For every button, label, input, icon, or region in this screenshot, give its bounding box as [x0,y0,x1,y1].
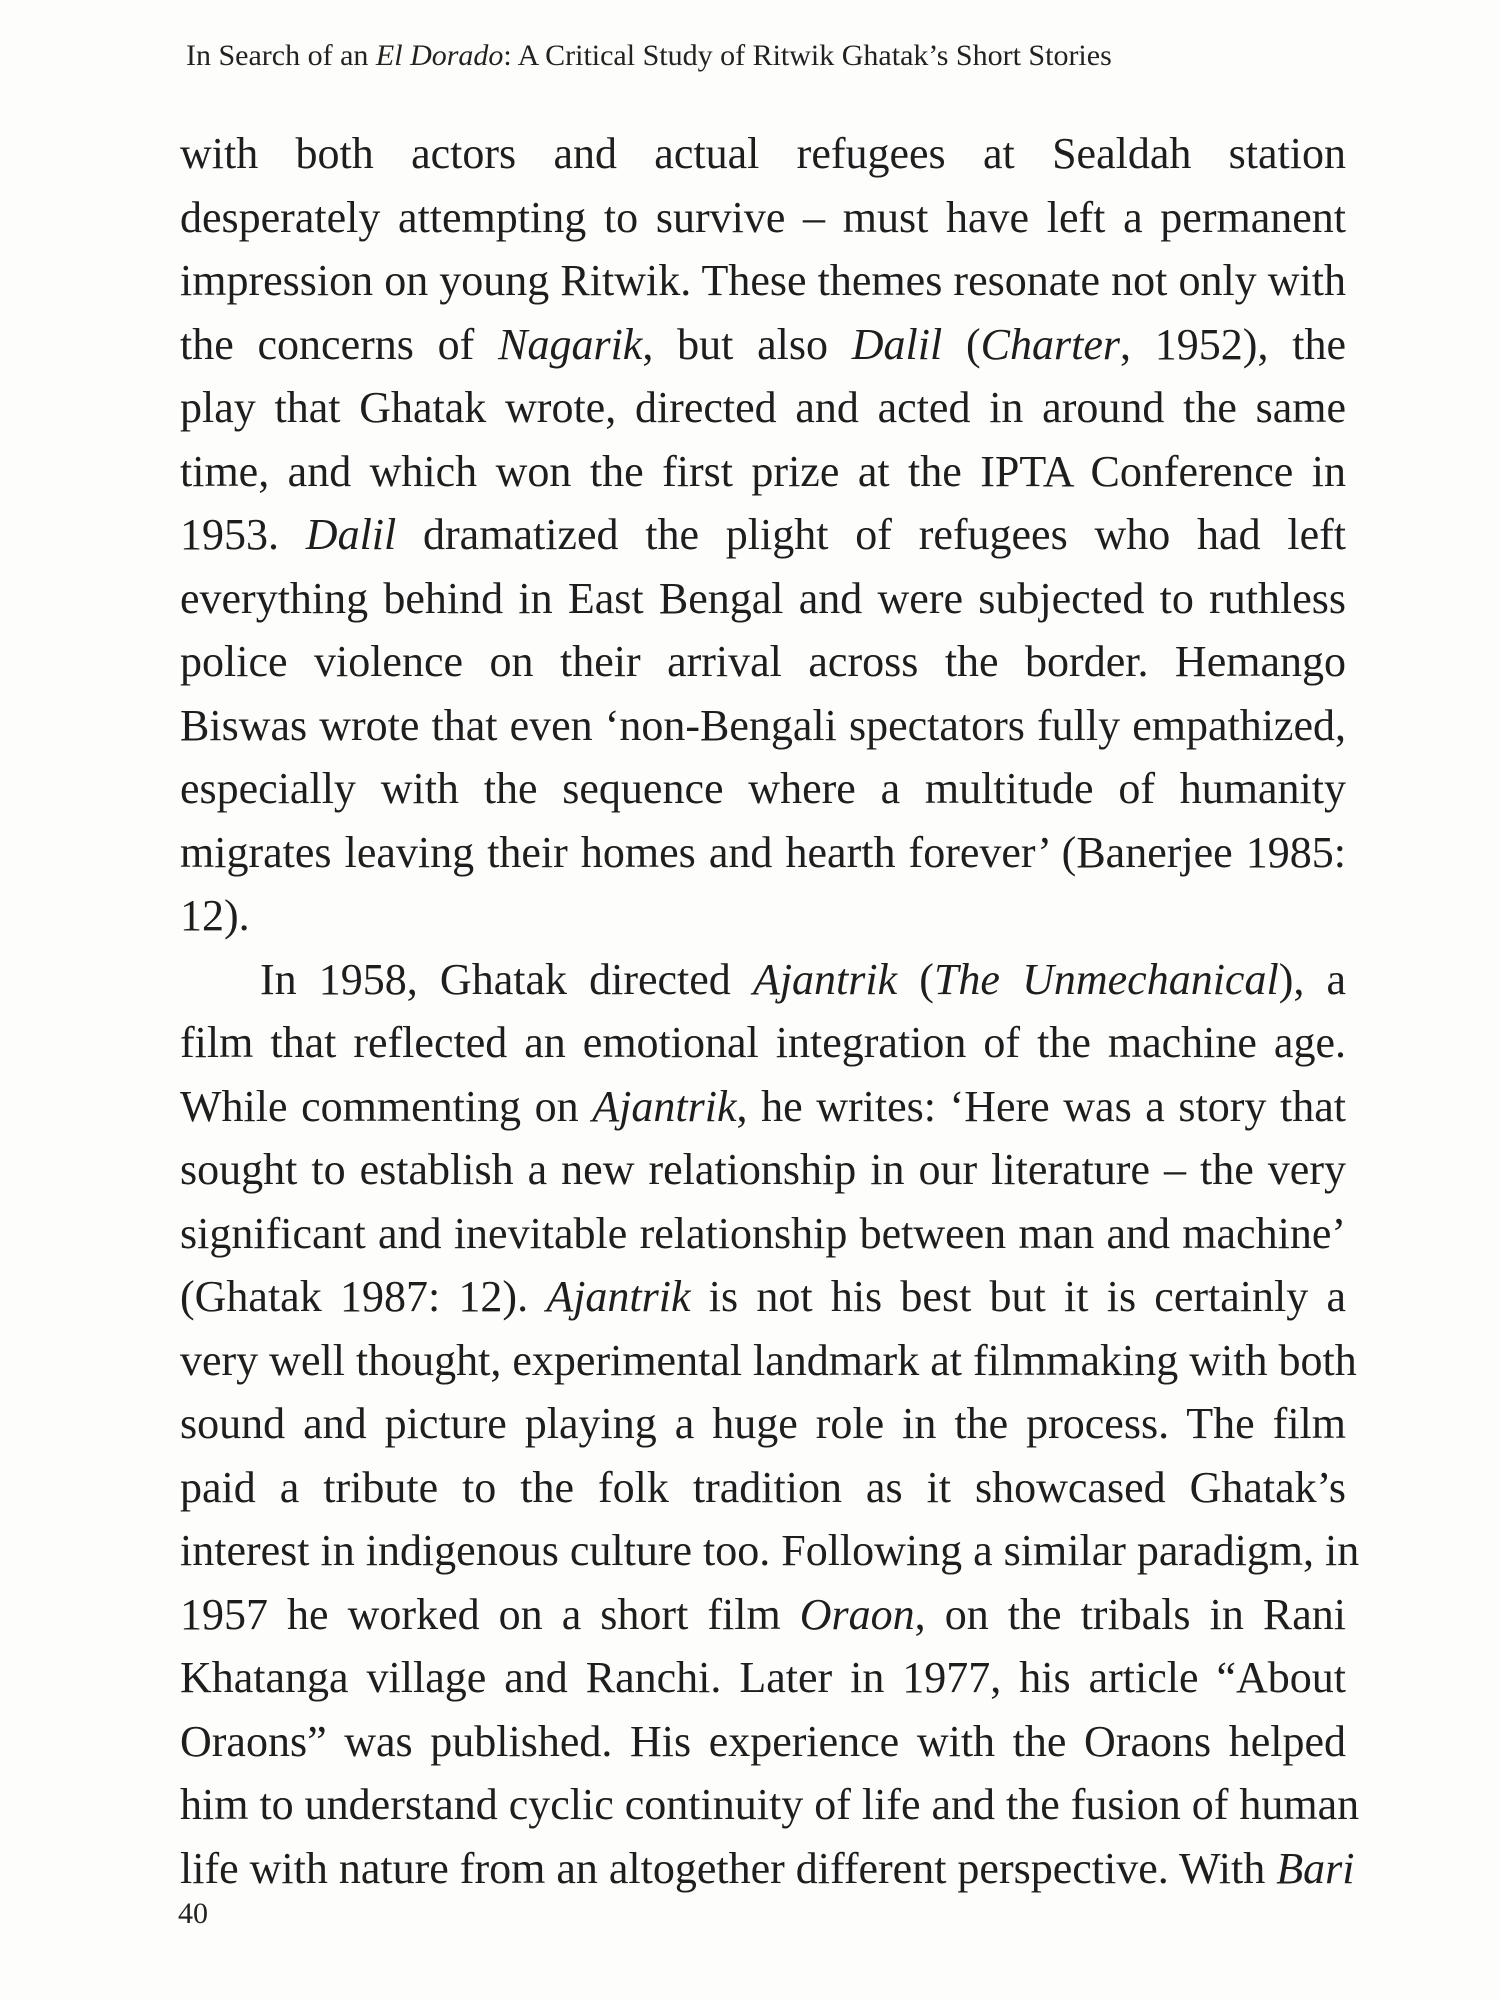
text-line: with both actors and actual refugees at Sealdah station [180,129,1346,178]
text-line [180,503,1346,567]
text-segment: 1953. [180,510,306,559]
text-segment: the concerns of [180,319,499,369]
italic-title: Dalil [851,319,943,369]
italic-title: Bari [1276,1843,1355,1893]
text-segment: While commenting on [180,1081,593,1131]
text-line: time, and which won the first prize at the IPTA Conference in [180,446,1346,496]
text-line: paid a tribute to the folk tradition as it showcased Ghatak’s [180,1462,1346,1512]
text-segment: , he writes: ‘Here was a story that [736,1081,1347,1131]
page-number: 40 [178,1897,208,1930]
text-segment: ( [942,319,981,369]
text-segment: is not his best but it is certainly a [690,1272,1346,1321]
text-line: impression on young Ritwik. These themes resonate not only with [180,256,1346,305]
italic-title: Nagarik [498,319,643,369]
text-segment: life with nature from an altogether different perspective. With [180,1843,1277,1893]
text-segment: (Ghatak 1987: 12). [180,1272,547,1321]
italic-title: Dalil [305,510,397,559]
text-segment: 1957 he worked on a short film [180,1589,800,1639]
text-line: sought to establish a new relationship in our literature – the very [180,1145,1346,1194]
text-line [180,1837,1355,1901]
text-line: film that reflected an emotional integration of the machine age. [180,1018,1346,1067]
paragraph-2 [180,948,1360,1901]
text-line: play that Ghatak wrote, directed and acted in around the same [180,383,1346,432]
italic-title: Oraon [799,1589,915,1639]
text-line: desperately attempting to survive – must have left a permanent [180,192,1346,242]
italic-title: The Unmechanical [933,954,1279,1004]
text-line: Biswas wrote that even ‘non-Bengali spectators fully empathized, [180,700,1346,750]
text-line: migrates leaving their homes and hearth forever’ (Banerjee 1985: [180,827,1346,877]
text-line: sound and picture playing a huge role in the process. The film [180,1399,1346,1448]
running-head-suffix: : A Critical Study of Ritwik Ghatak’s Short Stories [503,39,1112,72]
text-segment: , 1952), the [1120,319,1346,369]
text-segment: dramatized the plight of refugees who had left [396,510,1347,559]
text-line [180,1265,1346,1329]
text-segment: , but also [642,319,852,369]
text-line: Oraons” was published. His experience with the Oraons helped [180,1716,1346,1766]
text-segment: In 1958, Ghatak directed [260,954,753,1004]
text-line: especially with the sequence where a multitude of humanity [180,764,1346,813]
text-segment: , on the tribals in Rani [914,1589,1347,1639]
running-head-title-italic: El Dorado [375,39,504,72]
text-line [180,948,1346,1012]
text-segment: ( [897,954,934,1004]
text-line [180,1075,1346,1139]
italic-title: Ajantrik [546,1272,691,1321]
italic-title: Charter [980,319,1121,369]
italic-title: Ajantrik [752,954,898,1004]
italic-title: Ajantrik [592,1081,737,1131]
text-line: Khatanga village and Ranchi. Later in 1977, his article “About [180,1653,1346,1702]
body-text [180,122,1360,1900]
text-line: him to understand cyclic continuity of life and the fusion of human [180,1780,1360,1829]
text-line: very well thought, experimental landmark at filmmaking with both [180,1335,1357,1385]
text-line: 12). [180,891,250,940]
text-line [180,313,1346,377]
paragraph-1 [180,122,1346,948]
text-line: interest in indigenous culture too. Following a similar paradigm, in [180,1526,1360,1575]
text-line: police violence on their arrival across the border. Hemango [180,637,1346,686]
running-head [186,36,1346,76]
text-line: everything behind in East Bengal and were subjected to ruthless [180,573,1346,623]
text-line: significant and inevitable relationship between man and machine’ [180,1208,1346,1258]
running-head-prefix: In Search of an [186,39,376,72]
text-segment: ), a [1278,954,1347,1004]
text-line [180,1583,1346,1647]
